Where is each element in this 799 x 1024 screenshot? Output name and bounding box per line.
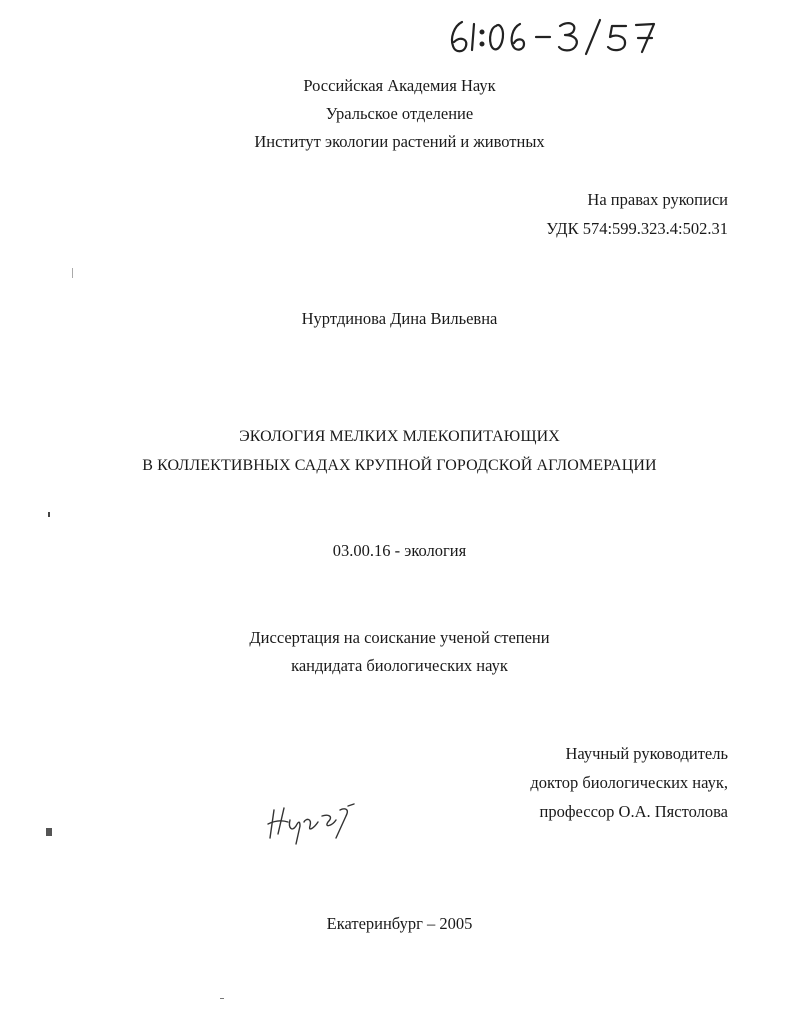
author-name: Нуртдинова Дина Вильевна: [301, 309, 498, 328]
title-line-1: ЭКОЛОГИЯ МЕЛКИХ МЛЕКОПИТАЮЩИХ: [239, 428, 560, 445]
branch-name: Уральское отделение: [325, 104, 474, 123]
author-signature: [262, 798, 362, 853]
supervisor-name: профессор О.А. Пястолова: [539, 802, 728, 821]
manuscript-rights: На правах рукописи: [587, 190, 728, 209]
institute-name: Институт экологии растений и животных: [254, 132, 545, 151]
scan-speck: [48, 512, 50, 517]
title-line-2: В КОЛЛЕКТИВНЫХ САДАХ КРУПНОЙ ГОРОДСКОЙ АГЛОМЕРАЦИИ: [142, 457, 657, 474]
udc-code: УДК 574:599.323.4:502.31: [546, 219, 728, 238]
supervisor-degree: доктор биологических наук,: [530, 773, 728, 792]
academy-name: Российская Академия Наук: [303, 76, 496, 95]
handwritten-archive-number: [440, 8, 680, 58]
degree-line-2: кандидата биологических наук: [291, 656, 508, 675]
scan-speck: [46, 828, 52, 836]
specialty-code: 03.00.16 - экология: [332, 541, 467, 560]
degree-line-1: Диссертация на соискание ученой степени: [249, 628, 550, 647]
city-year: Екатеринбург – 2005: [326, 914, 473, 933]
scan-speck: [72, 268, 73, 278]
supervisor-role: Научный руководитель: [565, 744, 728, 763]
scan-speck: [220, 998, 224, 999]
